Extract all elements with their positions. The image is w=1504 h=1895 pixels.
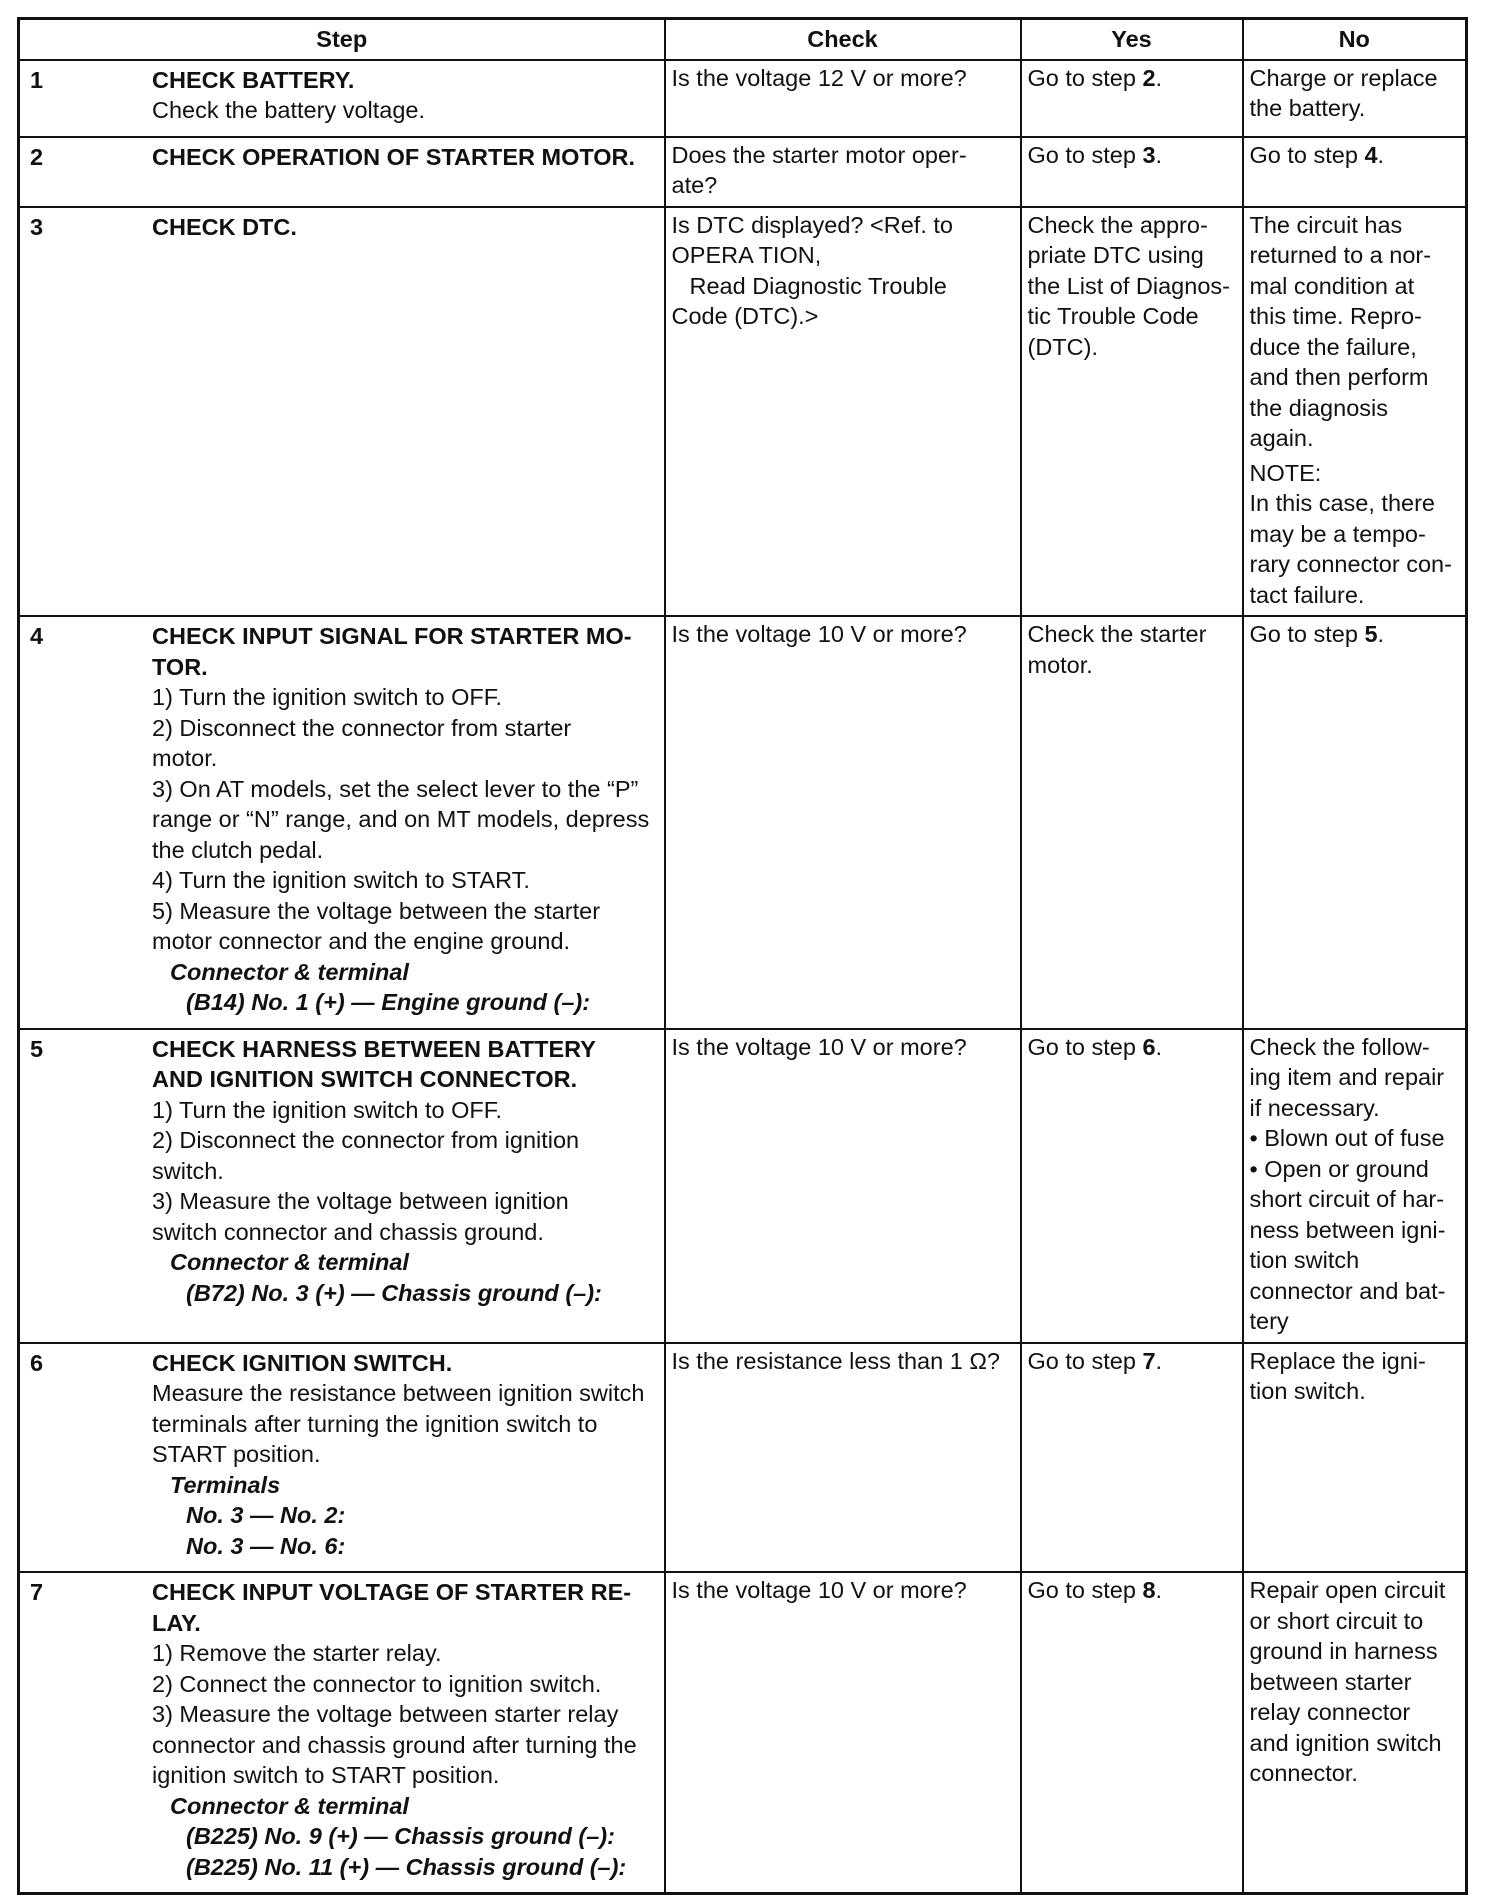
note-text: rary connector con- (1249, 551, 1452, 577)
step-text: 1) Remove the starter relay. (152, 1640, 442, 1666)
no-text: returned to a nor- (1249, 242, 1432, 268)
table-row (19, 1572, 1467, 1894)
no-text: Repair open circuit (1249, 1577, 1446, 1603)
yes-text: Check the starter (1027, 621, 1207, 647)
spec-value: (B225) No. 11 (+) — Chassis ground (–): (186, 1853, 627, 1880)
step-text: range or “N” range, and on MT models, depress (152, 806, 650, 832)
step-title: LAY. (152, 1609, 201, 1636)
no-text: mal condition at (1249, 272, 1415, 299)
step-number: 2 (30, 143, 44, 170)
step-cell (19, 1029, 665, 1343)
check-text: Read Diagnostic Trouble (689, 272, 947, 299)
spec-label: Connector & terminal (170, 1249, 409, 1275)
yes-suffix: . (1155, 64, 1163, 91)
step-text: 1) Turn the ignition switch to OFF. (152, 684, 503, 710)
yes-suffix: . (1155, 1577, 1163, 1603)
no-text: relay connector (1249, 1699, 1411, 1725)
no-text: The circuit has (1249, 211, 1403, 238)
check-text: Is the voltage 12 V or more? (671, 64, 967, 91)
header-no: No (1243, 19, 1467, 60)
no-text: or short circuit to (1249, 1607, 1424, 1634)
check-text: Is DTC displayed? <Ref. to (671, 211, 953, 238)
no-text: tion switch. (1249, 1378, 1366, 1404)
yes-text: Go to step (1027, 1347, 1143, 1374)
yes-suffix: . (1155, 1033, 1163, 1060)
step-cell (19, 207, 665, 617)
check-cell (665, 1029, 1021, 1343)
spec-value: (B72) No. 3 (+) — Chassis ground (–): (186, 1279, 602, 1306)
spec-label: Terminals (170, 1471, 281, 1498)
step-title: CHECK IGNITION SWITCH. (152, 1349, 453, 1376)
no-text: and then perform (1249, 364, 1429, 390)
step-number: 3 (30, 213, 44, 240)
no-cell (1243, 60, 1467, 137)
step-number: 4 (30, 623, 44, 649)
no-step-ref: 5 (1364, 621, 1378, 647)
yes-suffix: . (1155, 1347, 1163, 1374)
step-title: AND IGNITION SWITCH CONNECTOR. (152, 1066, 578, 1092)
yes-cell (1021, 137, 1243, 207)
yes-text: (DTC). (1027, 333, 1098, 360)
step-title: CHECK HARNESS BETWEEN BATTERY (152, 1035, 596, 1062)
yes-text: Go to step (1027, 141, 1143, 168)
spec-value: No. 3 — No. 6: (186, 1532, 346, 1559)
no-cell (1243, 207, 1467, 617)
step-text: connector and chassis ground after turning the (152, 1731, 637, 1758)
spec-value: (B14) No. 1 (+) — Engine ground (–): (186, 989, 591, 1015)
step-cell (19, 1572, 665, 1894)
spec-label: Connector & terminal (170, 958, 409, 985)
step-title: TOR. (152, 653, 208, 680)
yes-text: motor. (1027, 651, 1093, 678)
no-cell (1243, 1029, 1467, 1343)
note-label: NOTE: (1249, 459, 1322, 486)
step-title: CHECK INPUT VOLTAGE OF STARTER RE- (152, 1579, 632, 1605)
no-text: Go to step (1249, 141, 1365, 168)
no-text: this time. Repro- (1249, 303, 1422, 329)
no-text: short circuit of har- (1249, 1186, 1445, 1212)
step-text: 2) Connect the connector to ignition switch. (152, 1670, 602, 1697)
yes-step-ref: 2 (1142, 64, 1156, 91)
no-text: Check the follow- (1249, 1033, 1430, 1060)
yes-text: Check the appro- (1027, 211, 1208, 238)
table-row (19, 1343, 1467, 1573)
table-row (19, 616, 1467, 1029)
step-text: 3) Measure the voltage between ignition (152, 1188, 569, 1214)
spec-value: No. 3 — No. 2: (186, 1502, 346, 1528)
yes-step-ref: 6 (1142, 1033, 1156, 1060)
step-cell (19, 616, 665, 1029)
yes-cell (1021, 60, 1243, 137)
header-yes: Yes (1021, 19, 1243, 60)
check-text: Is the voltage 10 V or more? (671, 1577, 967, 1603)
yes-cell (1021, 1029, 1243, 1343)
no-text: if necessary. (1249, 1094, 1380, 1121)
no-cell (1243, 1343, 1467, 1573)
no-suffix: . (1377, 141, 1385, 168)
check-cell (665, 1343, 1021, 1573)
step-text: motor connector and the engine ground. (152, 928, 571, 954)
yes-cell (1021, 616, 1243, 1029)
step-number: 6 (30, 1349, 44, 1376)
check-cell (665, 137, 1021, 207)
no-text: ground in harness (1249, 1638, 1438, 1664)
no-bullet: • Open or ground (1249, 1155, 1429, 1182)
check-text: ate? (671, 172, 718, 198)
step-text: 3) On AT models, set the select lever to the “P” (152, 775, 639, 802)
step-title: CHECK DTC. (152, 213, 297, 240)
step-text: ignition switch to START position. (152, 1762, 500, 1788)
note-text: In this case, there (1249, 490, 1435, 516)
yes-text: Go to step (1027, 64, 1143, 91)
no-text: ing item and repair (1249, 1064, 1445, 1090)
step-title: CHECK INPUT SIGNAL FOR STARTER MO- (152, 623, 632, 649)
step-cell (19, 60, 665, 137)
no-text: the battery. (1249, 95, 1366, 121)
spec-label: Connector & terminal (170, 1792, 409, 1819)
step-text: 1) Turn the ignition switch to OFF. (152, 1096, 503, 1123)
no-suffix: . (1377, 621, 1385, 647)
step-title: CHECK BATTERY. (152, 66, 355, 93)
check-cell (665, 60, 1021, 137)
step-text: 2) Disconnect the connector from ignition (152, 1127, 580, 1153)
step-number: 5 (30, 1035, 44, 1062)
check-cell (665, 207, 1021, 617)
no-text: Go to step (1249, 621, 1365, 647)
step-text: switch connector and chassis ground. (152, 1218, 544, 1245)
no-text: connector. (1249, 1760, 1358, 1786)
step-cell (19, 137, 665, 207)
check-text: Does the starter motor oper- (671, 141, 967, 168)
no-text: Charge or replace (1249, 64, 1438, 91)
no-step-ref: 4 (1364, 141, 1378, 168)
yes-text: priate DTC using (1027, 242, 1204, 268)
step-text: the clutch pedal. (152, 836, 324, 863)
no-text: ness between igni- (1249, 1216, 1446, 1243)
check-text: OPERA TION, (671, 242, 822, 268)
note-text: tact failure. (1249, 581, 1365, 608)
no-cell (1243, 137, 1467, 207)
step-cell (19, 1343, 665, 1573)
step-text: motor. (152, 745, 218, 771)
step-text: 4) Turn the ignition switch to START. (152, 867, 530, 893)
check-text: Is the voltage 10 V or more? (671, 1033, 967, 1060)
yes-cell (1021, 1572, 1243, 1894)
table-row (19, 1029, 1467, 1343)
yes-step-ref: 3 (1142, 141, 1156, 168)
yes-step-ref: 7 (1142, 1347, 1156, 1374)
no-text: the diagnosis (1249, 394, 1388, 421)
no-text: tion switch (1249, 1247, 1360, 1273)
no-cell (1243, 1572, 1467, 1894)
header-check: Check (665, 19, 1021, 60)
table-row (19, 137, 1467, 207)
check-text: Is the voltage 10 V or more? (671, 621, 967, 647)
step-number: 1 (30, 66, 44, 93)
step-text: Check the battery voltage. (152, 97, 426, 123)
header-row (19, 19, 1467, 60)
yes-cell (1021, 1343, 1243, 1573)
no-text: duce the failure, (1249, 333, 1417, 360)
step-text: 3) Measure the voltage between starter relay (152, 1701, 619, 1727)
check-cell (665, 1572, 1021, 1894)
yes-text: Go to step (1027, 1577, 1143, 1603)
step-text: START position. (152, 1441, 321, 1467)
step-title: CHECK OPERATION OF STARTER MOTOR. (152, 143, 636, 170)
step-text: 2) Disconnect the connector from starter (152, 714, 572, 741)
header-step: Step (19, 19, 665, 60)
yes-text: the List of Diagnos- (1027, 272, 1230, 299)
yes-cell (1021, 207, 1243, 617)
yes-text: tic Trouble Code (1027, 303, 1199, 329)
yes-suffix: . (1155, 141, 1163, 168)
no-text: between starter (1249, 1668, 1412, 1695)
table-row (19, 60, 1467, 137)
step-text: switch. (152, 1157, 224, 1184)
no-cell (1243, 616, 1467, 1029)
no-text: Replace the igni- (1249, 1347, 1426, 1374)
yes-step-ref: 8 (1142, 1577, 1156, 1603)
step-number: 7 (30, 1579, 44, 1605)
check-text: Code (DTC).> (671, 303, 819, 329)
check-text: Is the resistance less than 1 Ω? (671, 1347, 1000, 1374)
note-text: may be a tempo- (1249, 520, 1426, 547)
table-row (19, 207, 1467, 617)
no-text: again. (1249, 425, 1314, 451)
step-text: terminals after turning the ignition switch to (152, 1410, 598, 1437)
no-text: tery (1249, 1308, 1289, 1334)
no-text: connector and bat- (1249, 1277, 1446, 1304)
no-text: and ignition switch (1249, 1729, 1442, 1756)
yes-text: Go to step (1027, 1033, 1143, 1060)
spec-value: (B225) No. 9 (+) — Chassis ground (–): (186, 1823, 615, 1849)
no-bullet: • Blown out of fuse (1249, 1125, 1445, 1151)
check-cell (665, 616, 1021, 1029)
diagnostic-table (17, 17, 1468, 1895)
step-text: 5) Measure the voltage between the starter (152, 897, 601, 924)
step-text: Measure the resistance between ignition switch (152, 1380, 645, 1406)
